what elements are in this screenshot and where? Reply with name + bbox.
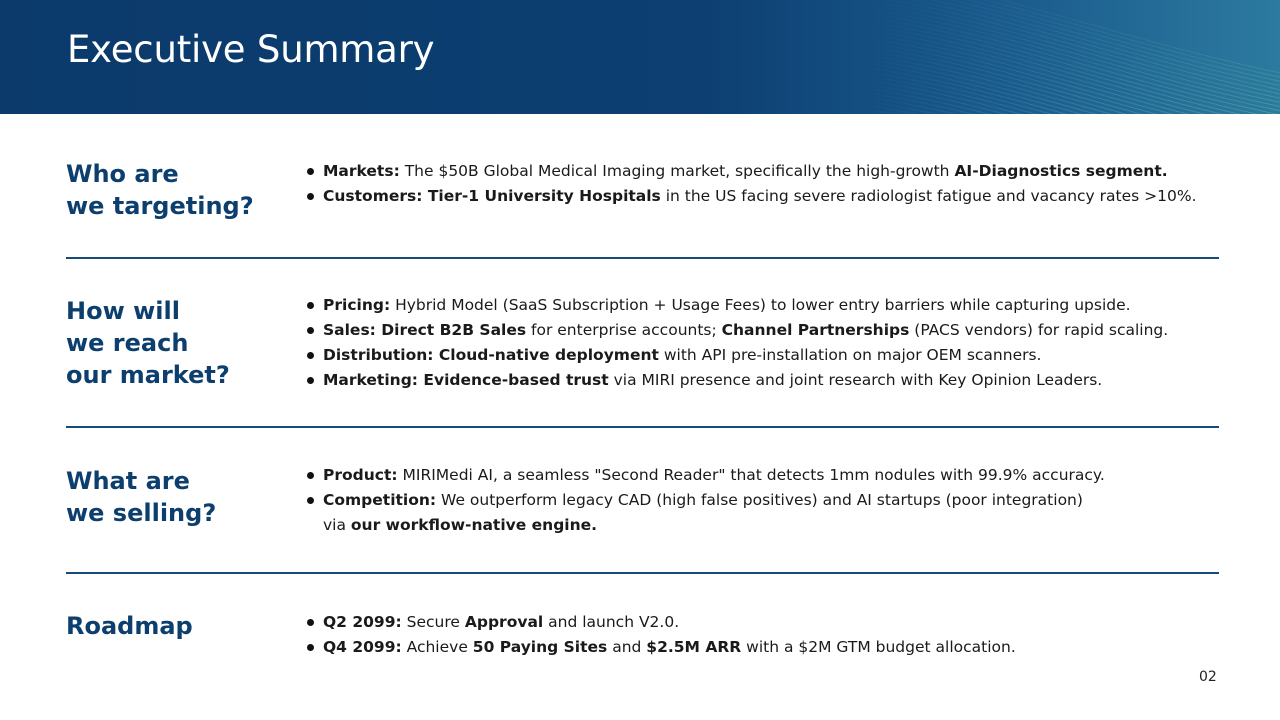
bullet-item	[306, 488, 1206, 538]
bullet-item	[306, 159, 1206, 184]
section-heading-line: Roadmap	[66, 612, 193, 640]
bullet-item	[306, 184, 1206, 209]
bullet-bold-text: Q4 2099:	[323, 638, 402, 656]
page-number: 02	[1199, 669, 1217, 685]
section-roadmap	[66, 610, 1220, 670]
bullet-text: Achieve	[401, 638, 473, 656]
bullet-item	[306, 293, 1206, 318]
section-heading-line: we selling?	[66, 499, 217, 527]
bullet-text: with a $2M GTM budget allocation.	[741, 638, 1016, 656]
wave-line	[860, 0, 1280, 75]
slide-header	[0, 0, 1280, 114]
section-divider	[66, 257, 1219, 259]
bullet-text: Hybrid Model (SaaS Subscription + Usage Fees) to lower entry barriers while capturing upside.	[390, 296, 1131, 314]
bullet-text: for enterprise accounts;	[526, 321, 722, 339]
bullet-bold-text: Approval	[464, 613, 544, 631]
bullet-bold-text: 50 Paying Sites	[472, 638, 608, 656]
section-heading-line: we targeting?	[66, 192, 254, 220]
bullet-item	[306, 610, 1206, 635]
section-divider	[66, 426, 1219, 428]
bullet-bold-text: Marketing: Evidence-based trust	[323, 371, 609, 389]
bullet-list	[306, 159, 1206, 209]
bullet-text: (PACS vendors) for rapid scaling.	[909, 321, 1169, 339]
bullet-bold-text: $2.5M ARR	[646, 638, 742, 656]
bullet-item	[306, 463, 1206, 488]
section-heading	[66, 610, 296, 642]
bullet-bold-text: Channel Partnerships	[721, 321, 910, 339]
section-heading-line: Who are	[66, 160, 179, 188]
bullet-bold-text: Pricing:	[323, 296, 391, 314]
bullet-bold-text: Customers: Tier-1 University Hospitals	[323, 187, 661, 205]
section-divider	[66, 572, 1219, 574]
bullet-item	[306, 343, 1206, 368]
bullet-text: with API pre-installation on major OEM scanners.	[658, 346, 1042, 364]
bullet-bold-text: Product:	[323, 466, 398, 484]
bullet-text: via MIRI presence and joint research with Key Opinion Leaders.	[608, 371, 1103, 389]
section-heading-line: How will	[66, 297, 180, 325]
section-heading	[66, 158, 296, 222]
bullet-text: Secure	[401, 613, 465, 631]
section-heading	[66, 465, 296, 529]
section-targeting	[66, 158, 1220, 228]
section-selling	[66, 465, 1220, 555]
bullet-text: in the US facing severe radiologist fatigue and vacancy rates >10%.	[660, 187, 1197, 205]
bullet-bold-text: our workflow-native engine.	[350, 516, 598, 534]
bullet-text: MIRIMedi AI, a seamless "Second Reader" that detects 1mm nodules with 99.9% accuracy.	[397, 466, 1105, 484]
bullet-text: The $50B Global Medical Imaging market, specifically the high-growth	[399, 162, 955, 180]
page-title: Executive Summary	[67, 28, 435, 71]
bullet-list	[306, 293, 1206, 393]
bullet-list	[306, 610, 1206, 660]
bullet-item	[306, 318, 1206, 343]
section-heading-line: we reach	[66, 329, 189, 357]
bullet-list	[306, 463, 1206, 538]
bullet-bold-text: Competition:	[323, 491, 437, 509]
bullet-text: We outperform legacy CAD (high false positives) and AI startups (poor integration)	[436, 491, 1083, 509]
section-heading-line: our market?	[66, 361, 230, 389]
bullet-bold-text: Sales: Direct B2B Sales	[323, 321, 527, 339]
section-heading-line: What are	[66, 467, 190, 495]
bullet-text: via	[323, 516, 351, 534]
bullet-text: and launch V2.0.	[543, 613, 680, 631]
bullet-bold-text: Distribution: Cloud-native deployment	[323, 346, 659, 364]
bullet-bold-text: Q2 2099:	[323, 613, 402, 631]
bullet-text: and	[607, 638, 647, 656]
bullet-bold-text: AI-Diagnostics segment.	[954, 162, 1168, 180]
bullet-item	[306, 368, 1206, 393]
bullet-bold-text: Markets:	[323, 162, 400, 180]
bullet-item	[306, 635, 1206, 660]
section-reach-market	[66, 295, 1220, 405]
section-heading	[66, 295, 296, 391]
